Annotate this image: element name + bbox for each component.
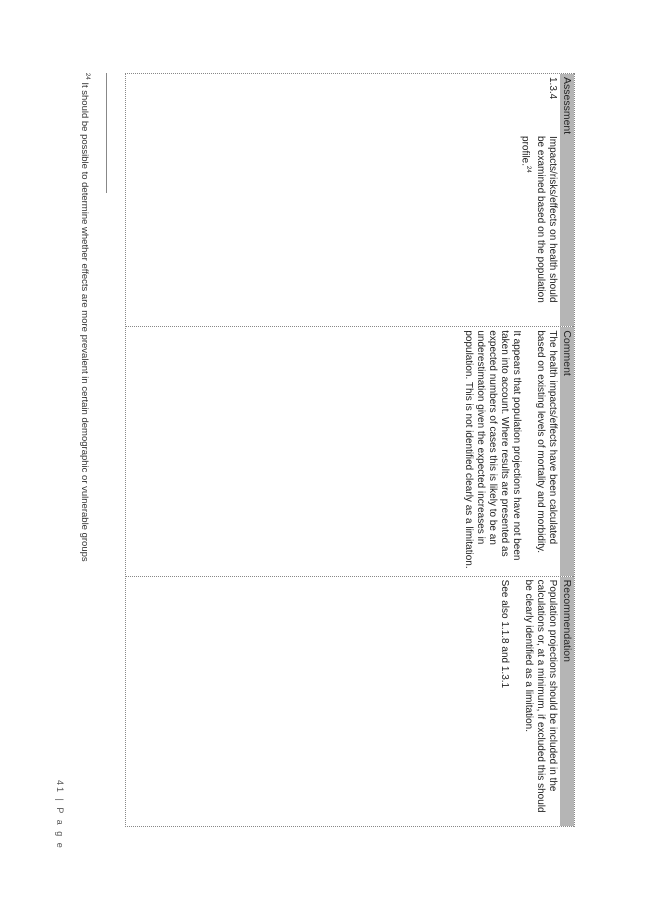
comment-cell xyxy=(448,327,560,575)
page-label: | P a g e xyxy=(55,798,65,850)
comment-column xyxy=(126,326,574,575)
page-number xyxy=(55,780,65,850)
assessment-text: Impacts/risks/effects on health should be examined based on the population profile. xyxy=(519,136,558,303)
footnote xyxy=(78,73,93,562)
comment-paragraph-1: The health impacts/effects have been calculated based on existing levels of mortality and morbidity. xyxy=(535,330,558,554)
footnote-ref: 24 xyxy=(525,166,531,173)
recommendation-paragraph-1: Population projections should be included in the calculations or, at a minimum, if excluded this should be clearly identified as a limitation. xyxy=(523,579,558,813)
header-assessment: Assessment xyxy=(560,74,574,326)
row-number: 1.3.4 xyxy=(547,77,558,100)
recommendation-column xyxy=(126,576,574,826)
comment-paragraph-2: It appears that population projections have not been taken into account. Where results are presented as expected numbers of cases this is likely to be an underestimation given the expected increases in population. This is not identified clearly as a limitation. xyxy=(463,330,522,569)
footnote-text: It should be possible to determine whether effects are more prevalent in certain demographic or vulnerable groups xyxy=(78,82,90,562)
header-comment: Comment xyxy=(560,327,574,575)
assessment-column xyxy=(126,74,574,326)
footnote-divider xyxy=(106,73,107,193)
recommendation-cell xyxy=(484,577,560,826)
recommendation-paragraph-2: See also 1.1.8 and 1.3.1 xyxy=(499,579,510,689)
review-table xyxy=(125,73,575,827)
footnote-marker: 24 xyxy=(84,73,90,80)
assessment-cell xyxy=(519,136,558,316)
page-number-value: 41 xyxy=(55,780,65,795)
header-recommendation: Recommendation xyxy=(560,577,574,826)
